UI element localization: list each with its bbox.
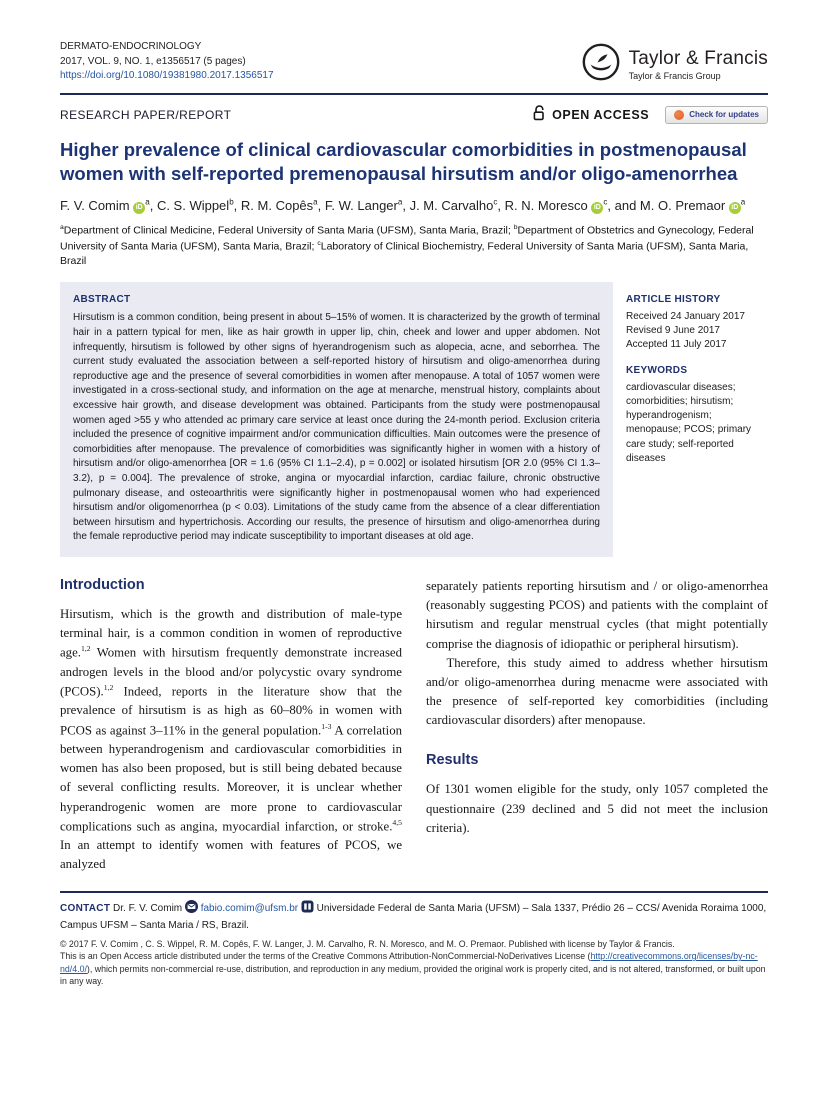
crossmark-icon (674, 110, 684, 120)
orcid-icon[interactable]: iD (591, 202, 603, 214)
body-columns (60, 577, 768, 875)
journal-issue: 2017, VOL. 9, NO. 1, e1356517 (5 pages) (60, 55, 246, 67)
institution-icon (301, 900, 314, 918)
author: R. N. Moresco $iD^c$, (504, 197, 615, 214)
left-column (60, 577, 402, 875)
open-lock-icon (533, 105, 546, 124)
banner-row (60, 105, 768, 124)
orcid-icon[interactable]: iD (729, 202, 741, 214)
contact-address: Universidade Federal de Santa Maria (UFSM) – Sala 1337, Prédio 26 – CCS/ Avenida Roraima 1000, Campus UFSM – Santa Maria / RS, Brazil. (60, 902, 767, 931)
contact-name: Dr. F. V. Comim (113, 902, 183, 914)
publisher-name: Taylor & Francis Taylor & Francis Group (628, 48, 768, 81)
author: R. M. Copês$^a$, (240, 197, 325, 214)
open-access-badge (533, 105, 649, 124)
results-heading: Results (426, 752, 479, 769)
right-column (426, 577, 768, 875)
keywords-list: cardiovascular diseases; comorbidities; hirsutism; hyperandrogenism; menopause; PCOS; primary care study; self-reported diseases (626, 381, 752, 464)
author-list (60, 198, 768, 214)
paper-title: Higher prevalence of clinical cardiovascular comorbidities in postmenopausal women with self-reported premenopausal hirsutism and/or oligo-amenorrhea (60, 139, 747, 185)
doi-link[interactable]: https://doi.org/10.1080/19381980.2017.1356517 (60, 70, 274, 81)
abstract-section (60, 282, 768, 557)
author: F. V. Comim $iD^a$, (60, 197, 157, 214)
author: C. S. Wippel$^b$, (156, 197, 241, 214)
history-received: Received 24 January 2017 (626, 311, 745, 323)
contact-email-link[interactable]: fabio.comim@ufsm.br (200, 902, 299, 914)
author: and M. O. Premaor $iD^a$ (614, 197, 746, 214)
check-for-updates-label: Check for updates (689, 110, 759, 119)
masthead (60, 40, 768, 87)
introduction-paragraph-3: Therefore, this study aimed to address whether hirsutism and/or oligo-amenorrhea during menacme were associated with the presence of self-reported key comorbidities (including cardiovascular disorders) after menopause. (426, 655, 768, 728)
check-for-updates-button[interactable] (665, 106, 768, 124)
legal-block (60, 938, 768, 988)
introduction-paragraph-1: Hirsutism, which is the growth and distribution of male-type terminal hair, is a common condition in women of reproductive age.$^{1,2}$ Women with hirsutism frequently demonstrate increased androgen levels in the blood and/or polycystic ovary syndrome (PCOS).$^{1,2}$ Indeed, reports in the literature show that the prevalence of hirsutism is as high as 60–80% in women with PCOS as against 3–11% in the general population.$^{1-3}$ A correlation between hyperandrogenism and cardiovascular comorbidities in women has also been proposed, but is still being debated because of several conflicting results. Moreover, it is unclear whether hyperandrogenic women are more prone to cardiovascular complications such as angina, myocardial infarction, or stroke.$^{4,5}$ In an attempt to identify women with features of PCOS, we analyzed (60, 606, 402, 872)
author: F. W. Langer$^a$, (324, 197, 410, 214)
article-type-label: RESEARCH PAPER/REPORT (60, 107, 232, 122)
keywords-heading: KEYWORDS (626, 364, 688, 376)
history-revised: Revised 9 June 2017 (626, 325, 720, 337)
affiliations: $^a$Department of Clinical Medicine, Federal University of Santa Maria (UFSM), Santa Maria, Brazil; $^b$Department of Obstetrics and Gynecology, Federal University of Santa Maria (UFSM), Santa Maria, Brazil; $^c$Laboratory of Clinical Biochemistry, Federal University of Santa Maria (UFSM), Santa Maria, Brazil (60, 224, 754, 267)
banner-right (533, 105, 768, 124)
open-access-label: OPEN ACCESS (552, 107, 650, 122)
copyright-line: © 2017 F. V. Comim , C. S. Wippel, R. M. Copês, F. W. Langer, J. M. Carvalho, R. N. Moresco, and M. O. Premaor. Published with license by Taylor & Francis. (60, 938, 675, 949)
abstract-text: Hirsutism is a common condition, being present in about 5–15% of women. It is characterized by the growth of terminal hair in a pattern typical for men, like as hair growth in upper lip, chin, cheek and lower and upper abdomen. Not infrequently, hirsutism is followed by other signs of hyerandrogenism such as alopecia, acne, and seborrhea. The current study evaluated the association between a self-reported history of hirsutism and oligo-amenorrhea during reproductive age and the presence of several comorbidities in women after menopause. A total of 1057 women were investigated in a cross-sectional study, and information on the age at menarche, menstrual history, complaints about excessive hair growth, and disease development was obtained. Participants from the study were postmenopausal women aged >55 y who attended ac primary care service at least once during the 24-month period. Exclusion criteria included the presence of cognitive impairment and/or communication difficulties. Main outcomes were the presence of comorbidities after menopause. The prevalence of comorbidities was significantly higher in women with a history of hirsutism and/or oligo-amenorrhea [OR = 1.6 (95% CI 1.1–2.4), p = 0.002] or isolated hirsutism [OR 2.0 (95% CI 1.3–3.2), p = 0.004]. The prevalence of stroke, angina or myocardial infarction, cardiac failure, chronic obstructive pulmonary disease, and osteoarthritis were significantly higher in postmenopausal women who had experienced hirsutism and/or oligomenorrhea (p < 0.03). Limitations of the study came from the absence of a clear differentiation between hirsutism and hypertrichosis. According our results, the presence of hirsutism and oligo-amenorrhea during the female reproductive period may indicate susceptibility to important diseases at old age. (73, 312, 600, 543)
contact-line (60, 900, 768, 933)
results-paragraph-1: Of 1301 women eligible for the study, only 1057 completed the questionnaire (239 declined and 5 did not meet the inclusion criteria). (426, 782, 768, 835)
contact-label: CONTACT (60, 902, 111, 914)
publisher-logo (581, 42, 768, 87)
license-url-link[interactable]: http://creativecommons.org/licenses/by-nc-nd/4.0/ (60, 951, 758, 974)
footer (60, 891, 768, 988)
journal-meta (60, 40, 274, 84)
journal-name: DERMATO-ENDOCRINOLOGY (60, 41, 202, 52)
article-history-heading: ARTICLE HISTORY (626, 293, 721, 305)
abstract-heading: ABSTRACT (73, 293, 131, 305)
license-post: ), which permits non-commercial re-use, distribution, and reproduction in any medium, provided the original work is properly cited, and is not altered, transformed, or built upon in any way. (60, 963, 766, 987)
history-accepted: Accepted 11 July 2017 (626, 339, 727, 351)
introduction-paragraph-2: separately patients reporting hirsutism and / or oligo-amenorrhea (reasonably suggesting PCOS) and patients with the complaint of hirsutism and regular menstrual cycles (that might potentially comprise the diagnosis of idiopathic or peripheral hirsutism). (426, 578, 768, 651)
taylor-francis-logo-icon (581, 42, 621, 87)
orcid-icon[interactable]: iD (133, 202, 145, 214)
license-line (60, 950, 768, 987)
abstract-box (60, 282, 613, 557)
email-icon (185, 900, 198, 918)
license-pre: This is an Open Access article distributed under the terms of the Creative Commons Attribution-NonCommercial-NoDerivatives License ( (60, 951, 591, 962)
masthead-rule (60, 93, 768, 95)
author: J. M. Carvalho$^c$, (409, 197, 505, 214)
article-info-sidebar (626, 282, 768, 557)
introduction-heading: Introduction (60, 576, 145, 593)
